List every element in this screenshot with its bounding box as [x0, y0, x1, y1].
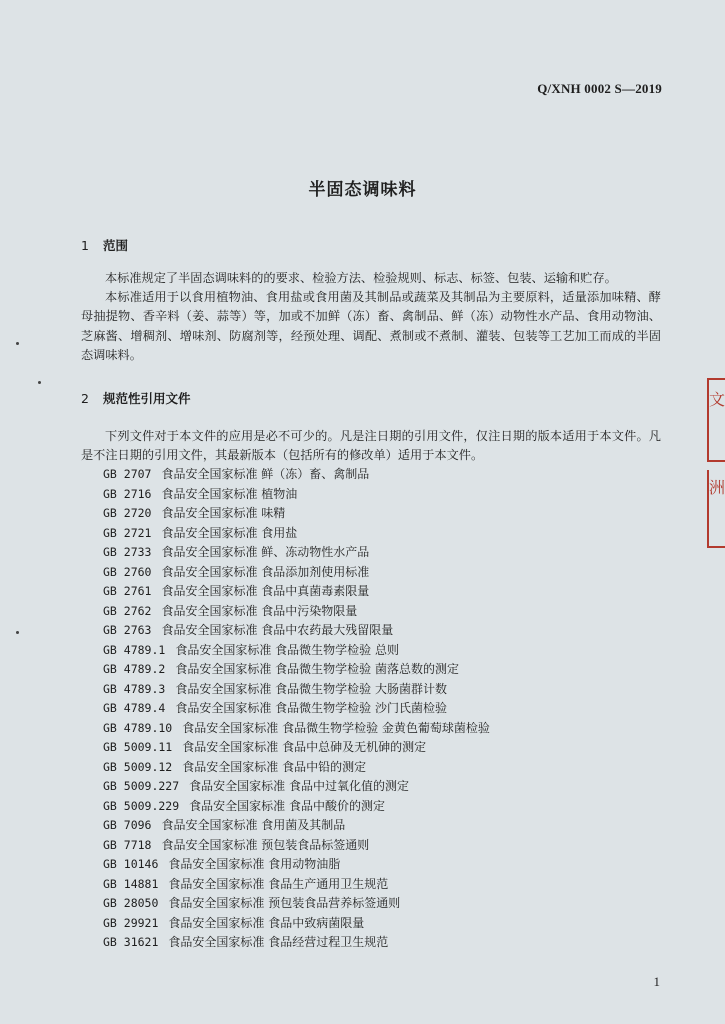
reference-title: 食品安全国家标准 鲜（冻）畜、禽制品 — [161, 467, 370, 481]
section-2-intro — [81, 427, 661, 465]
reference-title: 食品安全国家标准 食品中过氧化值的测定 — [189, 779, 409, 793]
section-title: 范围 — [103, 238, 129, 253]
reference-item — [103, 855, 490, 875]
reference-code: GB 2763 — [103, 623, 152, 637]
reference-item — [103, 485, 490, 505]
reference-title: 食品安全国家标准 预包装食品标签通则 — [161, 837, 370, 852]
reference-item — [103, 602, 490, 622]
reference-title: 食品安全国家标准 鲜、冻动物性水产品 — [161, 545, 370, 559]
reference-item — [103, 680, 490, 700]
reference-code: GB 4789.10 — [103, 720, 173, 735]
reference-item — [103, 504, 490, 524]
reference-code: GB 5009.12 — [103, 759, 173, 774]
section-title: 规范性引用文件 — [103, 391, 191, 406]
reference-code: GB 14881 — [103, 876, 159, 891]
reference-item — [103, 777, 490, 797]
scan-speck — [38, 381, 41, 384]
reference-code: GB 28050 — [103, 896, 159, 910]
reference-item — [103, 641, 490, 661]
reference-title: 食品安全国家标准 食品中真菌毒素限量 — [161, 584, 370, 598]
reference-code: GB 2733 — [103, 545, 152, 559]
section-1-body — [81, 269, 661, 365]
reference-title: 食品安全国家标准 味精 — [161, 506, 286, 520]
reference-title: 食品安全国家标准 预包装食品营养标签通则 — [168, 896, 401, 910]
reference-item — [103, 719, 490, 739]
reference-item — [103, 836, 490, 856]
reference-item — [103, 621, 490, 641]
reference-item — [103, 582, 490, 602]
paragraph: 本标准适用于以食用植物油、食用盐或食用菌及其制品或蔬菜及其制品为主要原料，适量添加味精、酵母抽提物、香辛料（姜、蒜等）等，加或不加鲜（冻）畜、禽制品、鲜（冻）动物性水产品、食用动物油、芝麻酱、增稠剂、增味剂、防腐剂等，经预处理、调配、煮制或不煮制、灌装、包装等工艺加工而成的半固态调味料。 — [81, 290, 661, 362]
reference-item — [103, 660, 490, 680]
reference-code: GB 31621 — [103, 935, 159, 949]
reference-title: 食品安全国家标准 食品中总砷及无机砷的测定 — [182, 740, 427, 754]
reference-code: GB 7718 — [103, 837, 152, 852]
reference-title: 食品安全国家标准 食品微生物学检验 沙门氏菌检验 — [175, 701, 447, 715]
paragraph: 本标准规定了半固态调味料的的要求、检验方法、检验规则、标志、标签、包装、运输和贮存。 — [105, 271, 617, 285]
reference-code: GB 29921 — [103, 915, 159, 930]
reference-title: 食品安全国家标准 食品微生物学检验 总则 — [175, 642, 399, 657]
reference-title: 食品安全国家标准 食用动物油脂 — [168, 857, 341, 871]
reference-item — [103, 914, 490, 934]
page-title: 半固态调味料 — [308, 180, 417, 200]
reference-item — [103, 816, 490, 836]
reference-code: GB 4789.3 — [103, 681, 166, 696]
standard-code: Q/XNH 0002 S—2019 — [537, 81, 662, 96]
scan-speck — [16, 342, 19, 345]
page-number: 1 — [653, 974, 660, 989]
reference-item — [103, 797, 490, 817]
section-number: 2 — [81, 391, 89, 406]
paragraph: 下列文件对于本文件的应用是必不可少的。凡是注日期的引用文件，仅注日期的版本适用于本文件。凡是不注日期的引用文件，其最新版本（包括所有的修改单）适用于本文件。 — [81, 429, 661, 463]
reference-title: 食品安全国家标准 食品经营过程卫生规范 — [168, 935, 389, 949]
reference-title: 食品安全国家标准 食用菌及其制品 — [161, 818, 346, 832]
reference-title: 食品安全国家标准 食品微生物学检验 菌落总数的测定 — [175, 662, 459, 676]
reference-code: GB 2720 — [103, 506, 152, 520]
reference-code: GB 5009.227 — [103, 779, 180, 793]
reference-code: GB 2716 — [103, 486, 152, 501]
seal-stamp-lower: 洲 — [707, 470, 725, 548]
reference-code: GB 5009.11 — [103, 740, 173, 754]
reference-code: GB 4789.1 — [103, 642, 166, 657]
reference-item — [103, 758, 490, 778]
reference-item — [103, 465, 490, 485]
reference-code: GB 2721 — [103, 525, 152, 540]
reference-title: 食品安全国家标准 食品中酸价的测定 — [189, 798, 385, 813]
reference-code: GB 2707 — [103, 467, 152, 481]
reference-code: GB 10146 — [103, 857, 159, 871]
reference-title: 食品安全国家标准 食品中铅的测定 — [182, 759, 367, 774]
reference-item — [103, 738, 490, 758]
reference-code: GB 7096 — [103, 818, 152, 832]
reference-item — [103, 894, 490, 914]
reference-code: GB 5009.229 — [103, 798, 180, 813]
reference-code: GB 4789.4 — [103, 701, 166, 715]
reference-title: 食品安全国家标准 植物油 — [161, 486, 298, 501]
reference-title: 食品安全国家标准 食品中污染物限量 — [161, 603, 358, 618]
reference-title: 食品安全国家标准 食品生产通用卫生规范 — [168, 876, 389, 891]
reference-item — [103, 875, 490, 895]
reference-title: 食品安全国家标准 食用盐 — [161, 525, 298, 540]
reference-title: 食品安全国家标准 食品中农药最大残留限量 — [161, 623, 394, 637]
reference-title: 食品安全国家标准 食品中致病菌限量 — [168, 915, 365, 930]
reference-item — [103, 699, 490, 719]
reference-item — [103, 524, 490, 544]
reference-code: GB 2760 — [103, 564, 152, 579]
reference-title: 食品安全国家标准 食品添加剂使用标准 — [161, 564, 370, 579]
reference-title: 食品安全国家标准 食品微生物学检验 大肠菌群计数 — [175, 681, 447, 696]
reference-code: GB 4789.2 — [103, 662, 166, 676]
scan-speck — [16, 631, 19, 634]
reference-title: 食品安全国家标准 食品微生物学检验 金黄色葡萄球菌检验 — [182, 720, 490, 735]
reference-code: GB 2762 — [103, 603, 152, 618]
section-2-heading — [81, 389, 191, 407]
reference-code: GB 2761 — [103, 584, 152, 598]
reference-item — [103, 933, 490, 953]
reference-item — [103, 563, 490, 583]
section-number: 1 — [81, 238, 89, 253]
reference-item — [103, 543, 490, 563]
section-1-heading — [81, 236, 128, 254]
reference-list — [103, 465, 490, 953]
seal-stamp: 文 — [707, 378, 725, 462]
